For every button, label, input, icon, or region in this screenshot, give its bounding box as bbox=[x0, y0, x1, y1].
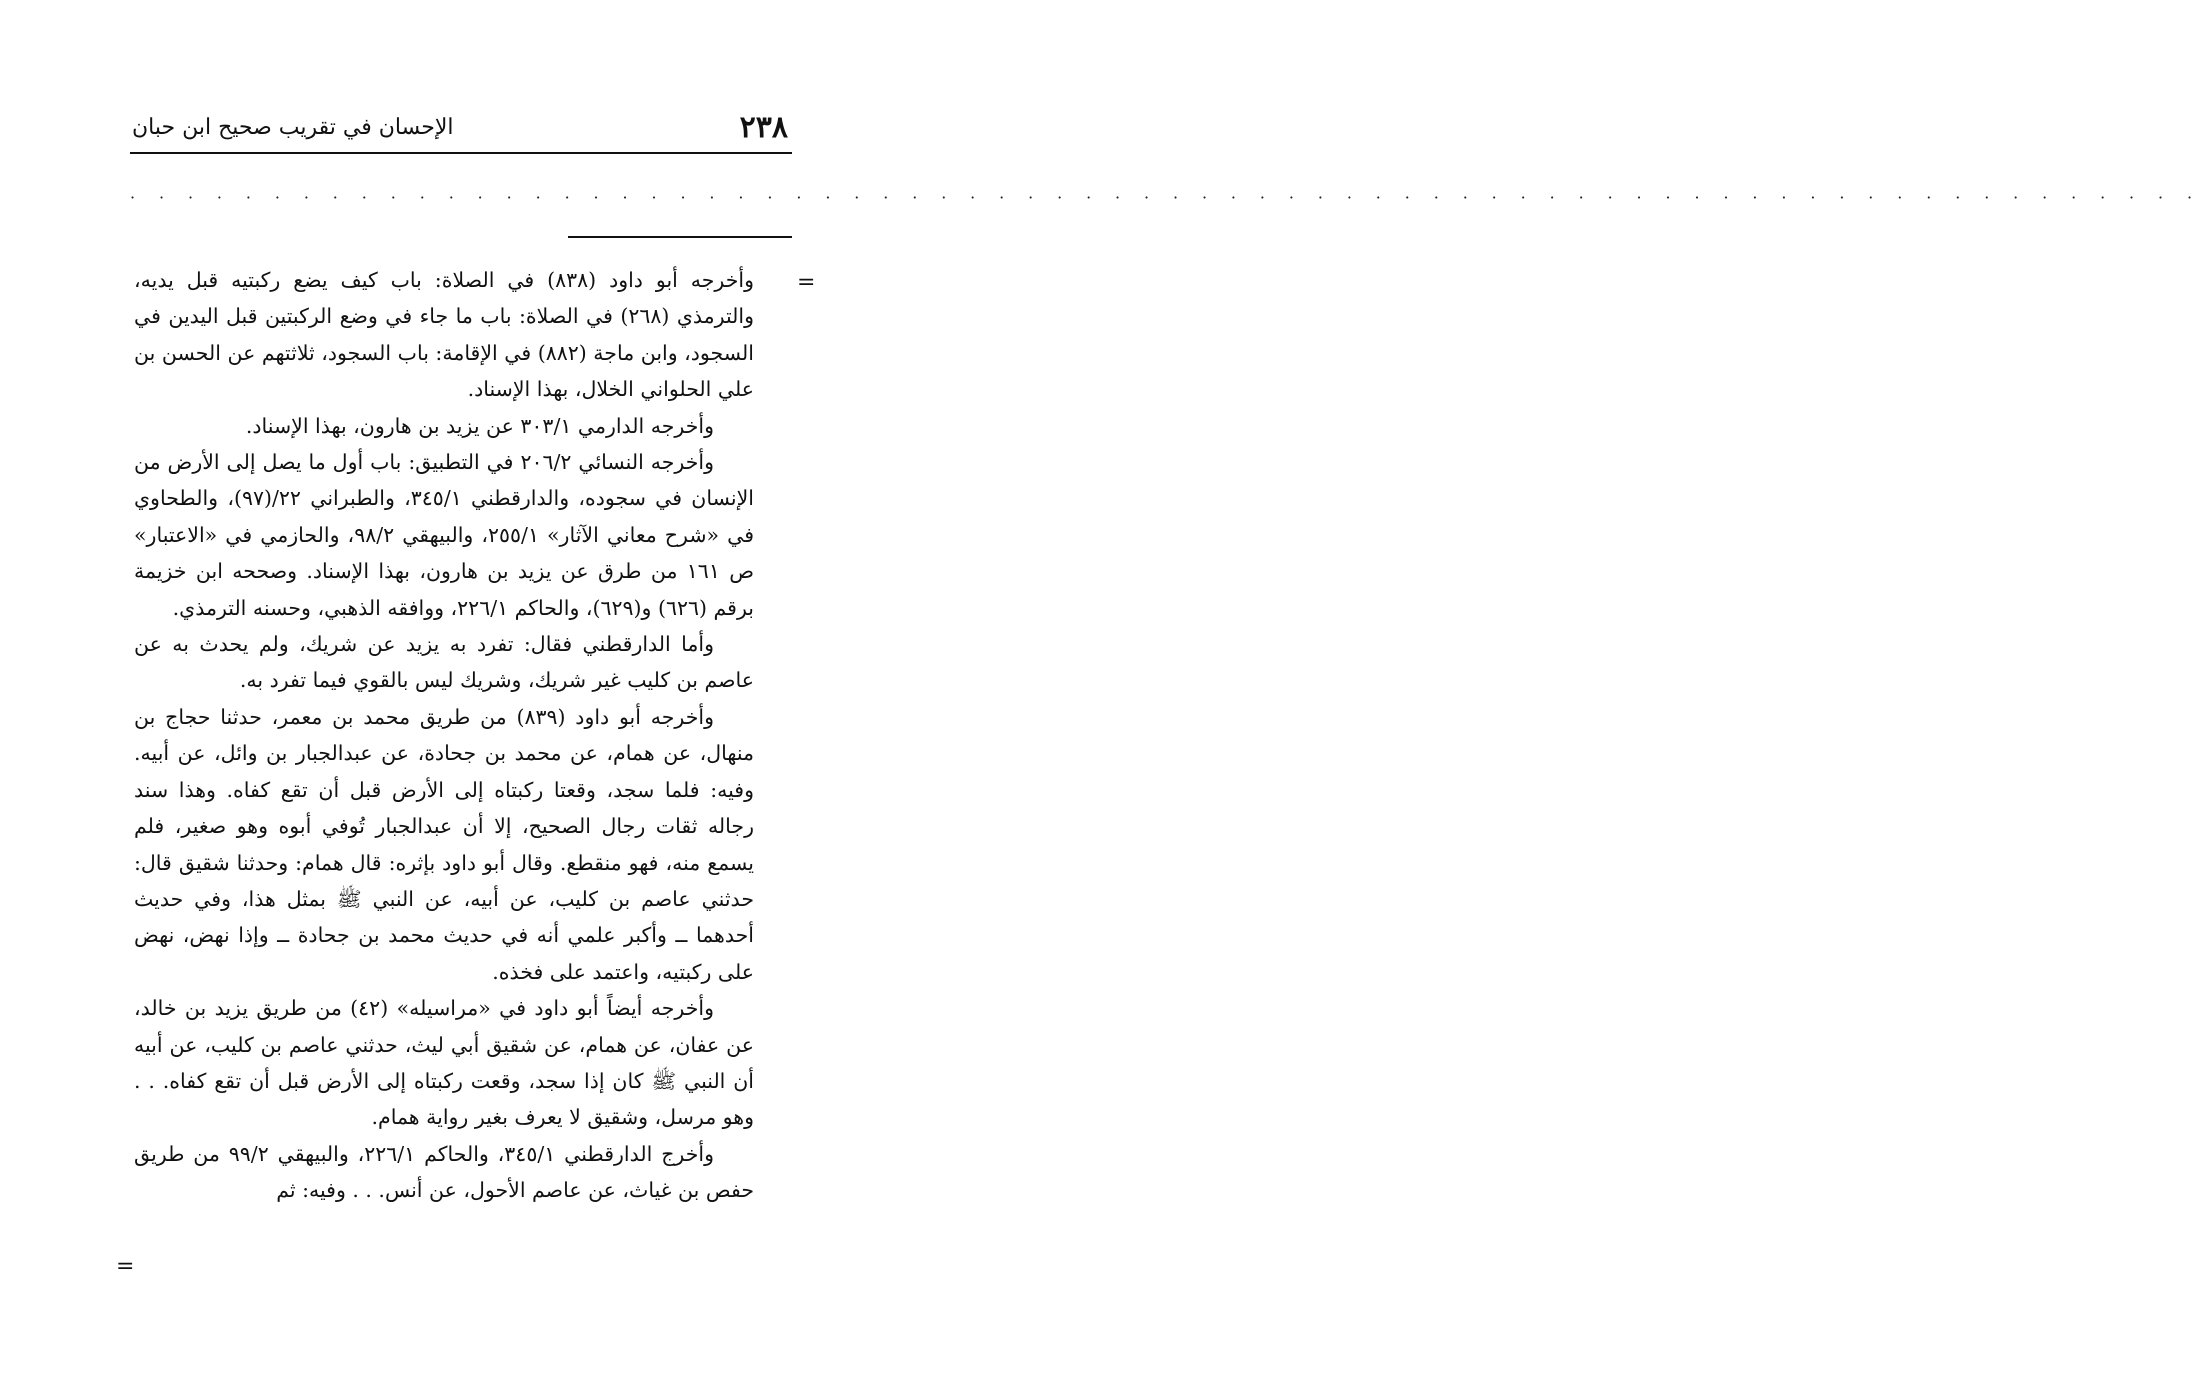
footnote-paragraph: وأخرجه النسائي ٢٠٦/٢ في التطبيق: باب أول ما يصل إلى الأرض من الإنسان في سجوده، والدارقطني ٣٤٥/١، والطبراني ٢٢/(٩٧)، والطحاوي في «شرح معاني الآثار» ٢٥٥/١، والبيهقي ٩٨/٢، والحازمي في «الاعتبار» ص ١٦١ من طرق عن يزيد بن هارون، بهذا الإسناد. وصححه ابن خزيمة برقم (٦٢٦) و(٦٢٩)، والحاكم ٢٢٦/١، ووافقه الذهبي، وحسنه الترمذي. bbox=[134, 450, 755, 620]
running-title: الإحسان في تقريب صحيح ابن حبان bbox=[132, 115, 454, 140]
header-rule bbox=[130, 152, 792, 154]
footnote-paragraph: وأخرجه الدارمي ٣٠٣/١ عن يزيد بن هارون، بهذا الإسناد. bbox=[245, 413, 714, 438]
footnote-paragraph: وأخرج الدارقطني ٣٤٥/١، والحاكم ٢٢٦/١، والبيهقي ٩٩/٢ من طريق حفص بن غياث، عن عاصم الأحول، عن أنس. . . وفيه: ثم bbox=[134, 1141, 754, 1203]
footnote-paragraph: وأخرجه أبو داود (٨٣٩) من طريق محمد بن معمر، حدثنا حجاج بن منهال، عن همام، عن محمد بن جحادة، عن عبدالجبار بن وائل، عن أبيه. وفيه: فلما سجد، وقعتا ركبتاه إلى الأرض قبل أن تقع كفاه. وهذا سند رجاله ثقات رجال الصحيح، إلا أن عبدالجبار تُوفي أبوه وهو صغير، فلم يسمع منه، فهو منقطع. وقال أبو داود بإثره: قال همام: وحدثنا شقيق قال: حدثني عاصم بن كليب، عن أبيه، عن النبي ﷺ بمثل هذا، وفي حديث أحدهما ــ وأكبر علمي أنه في حديث محمد بن جحادة ــ وإذا نهض، نهض على ركبتيه، واعتمد على فخذه. bbox=[134, 704, 754, 984]
page-number: ٢٣٨ bbox=[739, 110, 788, 145]
footnote-rule bbox=[568, 236, 792, 238]
footnote-paragraph: وأخرجه أيضاً أبو داود في «مراسيله» (٤٢) من طريق يزيد بن خالد، عن عفان، عن همام، عن شقيق أبي ليث، حدثني عاصم بن كليب، عن أبيه أن النبي ﷺ كان إذا سجد، وقعت ركبتاه إلى الأرض قبل أن تقع كفاه. . . وهو مرسل، وشقيق لا يعرف بغير رواية همام. bbox=[134, 996, 754, 1130]
continuation-mark-top: = bbox=[797, 270, 816, 295]
footnote-paragraph: وأما الدارقطني فقال: تفرد به يزيد عن شريك، ولم يحدث به عن عاصم بن كليب غير شريك، وشريك ليس بالقوي فيما تفرد به. bbox=[134, 632, 754, 693]
footnote-paragraph: وأخرجه أبو داود (٨٣٨) في الصلاة: باب كيف يضع ركبتيه قبل يديه، والترمذي (٢٦٨) في الصلاة: باب ما جاء في وضع الركبتين قبل اليدين في السجود، وابن ماجة (٨٨٢) في الإقامة: باب السجود، ثلاثتهم عن الحسن بن علي الحلواني الخلال، بهذا الإسناد. bbox=[134, 268, 755, 402]
footnote-text bbox=[134, 262, 754, 1209]
continuation-mark-bottom: = bbox=[116, 1254, 135, 1279]
dotted-separator: · · · · · · · · · · · · · · · · · · · · · · · · · · · · · · · · · · · · · · · · · · · · · · · · · · · · · · · · · · · · · · · · · · · · · · · · bbox=[130, 188, 2202, 207]
